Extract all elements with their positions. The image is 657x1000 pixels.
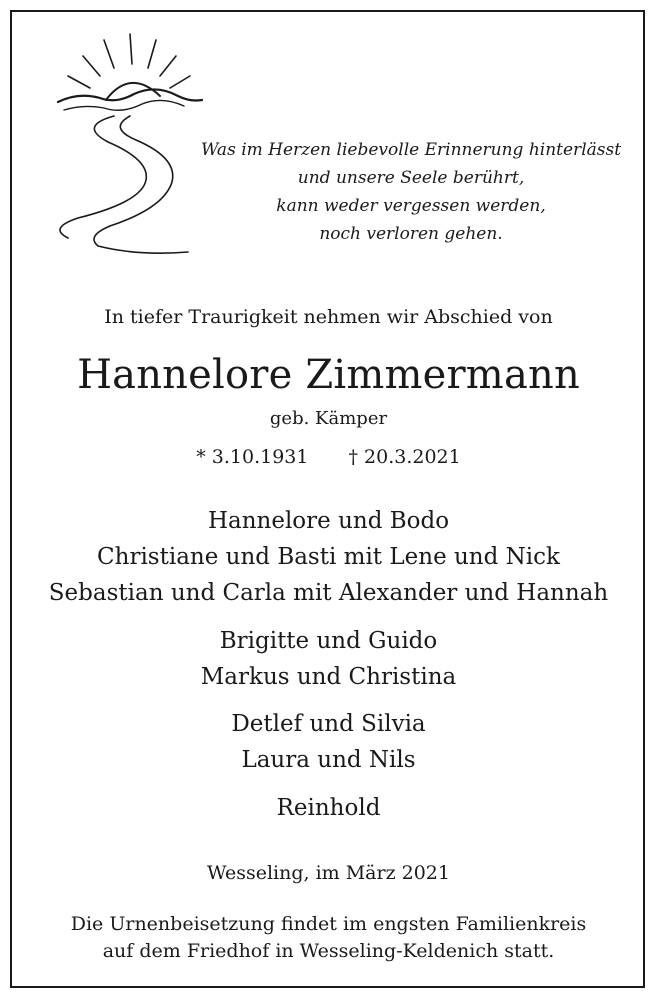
mourner-group bbox=[0, 706, 657, 778]
funeral-notice bbox=[0, 911, 657, 965]
quote-line: noch verloren gehen. bbox=[319, 224, 503, 244]
mourner-line: Sebastian und Carla mit Alexander und Hannah bbox=[48, 580, 609, 606]
sunrise-path-emblem bbox=[38, 30, 208, 255]
deceased-name: Hannelore Zimmermann bbox=[77, 352, 580, 398]
mourner-group bbox=[0, 623, 657, 695]
life-dates bbox=[0, 446, 657, 468]
death-date: † 20.3.2021 bbox=[348, 446, 461, 468]
mourner-group bbox=[0, 503, 657, 611]
mourner-line: Christiane und Basti mit Lene und Nick bbox=[97, 544, 560, 570]
memorial-quote bbox=[196, 136, 626, 248]
mourner-line: Brigitte und Guido bbox=[219, 628, 438, 654]
birth-name: geb. Kämper bbox=[269, 408, 388, 429]
place-date: Wesseling, im März 2021 bbox=[206, 862, 450, 884]
mourner-group bbox=[0, 790, 657, 826]
mourner-line: Markus und Christina bbox=[200, 664, 457, 690]
quote-line: und unsere Seele berührt, bbox=[297, 168, 525, 188]
mourner-line: Reinhold bbox=[276, 795, 381, 821]
quote-line: Was im Herzen liebevolle Erinnerung hinterlässt bbox=[200, 140, 622, 160]
funeral-line: Die Urnenbeisetzung findet im engsten Familienkreis bbox=[70, 913, 587, 935]
birth-date: * 3.10.1931 bbox=[196, 446, 309, 468]
funeral-line: auf dem Friedhof in Wesseling-Keldenich statt. bbox=[102, 940, 555, 962]
mourner-line: Laura und Nils bbox=[241, 747, 416, 773]
intro-text: In tiefer Traurigkeit nehmen wir Abschied von bbox=[104, 306, 553, 328]
mourner-line: Hannelore und Bodo bbox=[207, 508, 450, 534]
mourner-line: Detlef und Silvia bbox=[231, 711, 426, 737]
quote-line: kann weder vergessen werden, bbox=[276, 196, 546, 216]
